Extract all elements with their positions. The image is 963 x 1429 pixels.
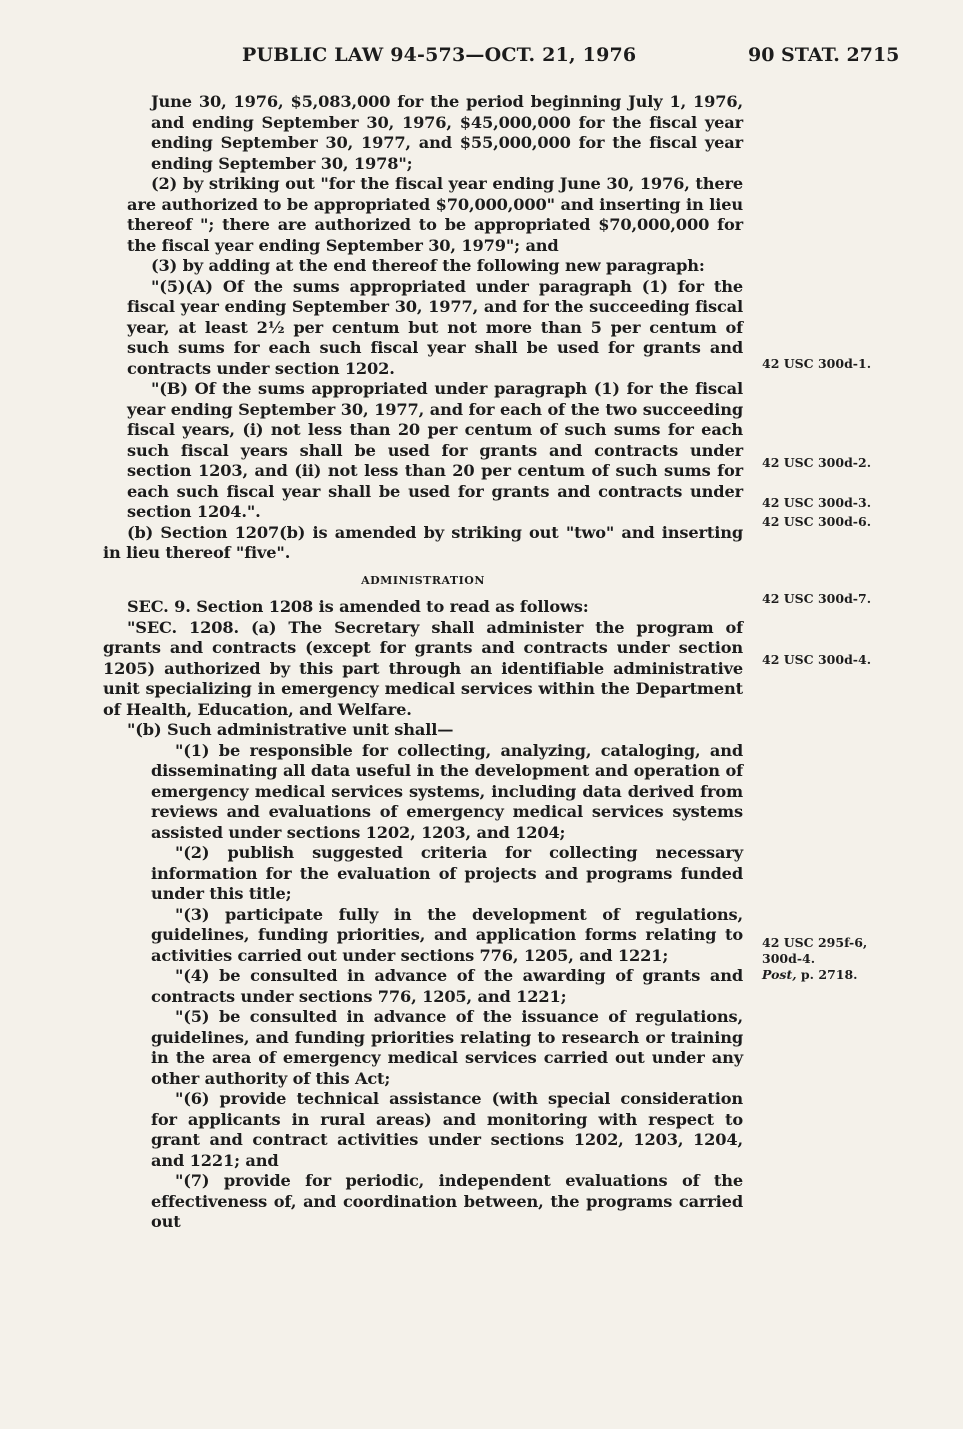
paragraph-funding: June 30, 1976, $5,083,000 for the period beginning July 1, 1976, and ending September 30, 1976, $45,000,000 for the fiscal year ending September 30, 1977, and $55,000,000 for the fiscal year ending September 30, 1978"; <box>151 92 743 173</box>
margin-note-post <box>762 967 952 983</box>
section-1208-b: "(b) Such administrative unit shall— <box>127 720 454 739</box>
paragraph-5a: "(5)(A) Of the sums appropriated under paragraph (1) for the fiscal year ending September 30, 1977, and for the succeeding fiscal year, at least 2½ per centum but not more than 5 per centum of such sums for each such fiscal year shall be used for grants and contracts under section 1202. <box>127 276 743 378</box>
section-1208-a: "SEC. 1208. (a) The Secretary shall administer the program of grants and contracts (except for grants and contracts under section 1205) authorized by this part through an identifiable administrative unit specializing in emergency medical services within the Department of Health, Education, and Welfare. <box>103 617 743 719</box>
statute-body <box>103 92 743 1233</box>
paragraph-2: (2) by striking out "for the fiscal year ending June 30, 1976, there are authorized to be appropriated $70,000,000" and inserting in lieu thereof "; there are authorized to be appropriated $70,000,000 for the fiscal year ending September 30, 1979"; and <box>127 174 743 255</box>
page-header <box>0 44 963 76</box>
paragraph-b: (b) Section 1207(b) is amended by striking out "two" and inserting in lieu thereof "five". <box>103 522 743 562</box>
margin-note-295f-6-line2: 300d-4. <box>762 951 816 966</box>
paragraph-5b: "(B) Of the sums appropriated under paragraph (1) for the fiscal year ending September 30, 1977, and for each of the two succeeding fiscal years, (i) not less than 20 per centum of such sums for each such fiscal years shall be used for grants and contracts under section 1203, and (ii) not less than 20 per centum of such sums for each such fiscal year shall be used for grants and contracts under section 1204.". <box>127 379 743 521</box>
item-4: "(4) be consulted in advance of the awarding of grants and contracts under sections 776, 1205, and 1221; <box>151 966 743 1006</box>
public-law-title: PUBLIC LAW 94-573—OCT. 21, 1976 <box>242 44 637 66</box>
item-1: "(1) be responsible for collecting, analyzing, cataloging, and disseminating all data useful in the development and operation of emergency medical services systems, including data derived from reviews and evaluations of emergency medical services systems assisted under sections 1202, 1203, and 1204; <box>151 740 743 842</box>
section-heading: ADMINISTRATION <box>361 573 485 587</box>
item-6: "(6) provide technical assistance (with special consideration for applicants in rural areas) and monitoring with respect to grant and contract activities under sections 1202, 1203, 1204, and 1221; and <box>151 1089 743 1170</box>
paragraph-3: (3) by adding at the end thereof the following new paragraph: <box>151 256 705 275</box>
item-5: "(5) be consulted in advance of the issuance of regulations, guidelines, and funding priorities relating to research or training in the area of emergency medical services carried out under any other authority of this Act; <box>151 1007 743 1088</box>
item-3: "(3) participate fully in the development of regulations, guidelines, funding priorities, and application forms relating to activities carried out under sections 776, 1205, and 1221; <box>151 904 743 965</box>
margin-note-300d-6: 42 USC 300d-6. <box>762 514 872 529</box>
margin-note-295f-6-line1: 42 USC 295f-6, <box>762 935 868 950</box>
item-7: "(7) provide for periodic, independent evaluations of the effectiveness of, and coordination between, the programs carried out <box>151 1171 743 1231</box>
margin-note-295f-6 <box>762 935 952 983</box>
margin-note-300d-3: 42 USC 300d-3. <box>762 495 872 510</box>
margin-note-post-page: p. 2718. <box>796 967 858 982</box>
margin-note-300d-4: 42 USC 300d-4. <box>762 652 872 667</box>
item-2: "(2) publish suggested criteria for collecting necessary information for the evaluation of projects and programs funded under this title; <box>151 843 743 903</box>
margin-note-300d-1: 42 USC 300d-1. <box>762 356 872 371</box>
statute-page-number: 90 STAT. 2715 <box>748 44 900 66</box>
section-9: SEC. 9. Section 1208 is amended to read as follows: <box>127 597 589 616</box>
margin-note-300d-2: 42 USC 300d-2. <box>762 455 872 470</box>
margin-note-post-italic: Post, <box>762 967 797 982</box>
margin-note-300d-7: 42 USC 300d-7. <box>762 591 872 606</box>
